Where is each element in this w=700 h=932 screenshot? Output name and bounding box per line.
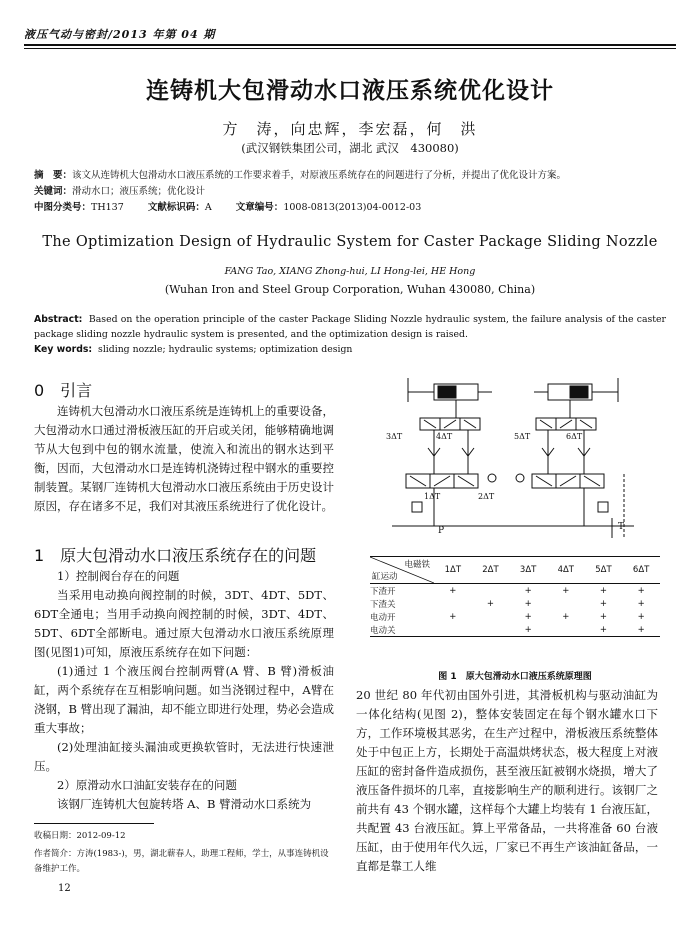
table-cell [434,623,472,637]
english-keywords-label: Key words: [34,344,93,355]
check-valves-icon [428,448,590,456]
english-authors: FANG Tao, XIANG Zhong-hui, LI Hong-lei, HE Hong [224,266,476,277]
label-p: P [438,526,445,536]
table-cell: + [449,611,457,622]
abstract-cn [34,168,664,184]
col-header: 1ΔT [434,557,472,584]
table-cell: + [599,598,608,609]
col-header: 2ΔT [472,557,510,584]
article-no-value: 1008-0813(2013)04-0012-03 [283,202,422,213]
corner-bottom: 缸运动 [372,572,398,582]
col-header: 5ΔT [585,557,623,584]
english-abstract [34,312,666,357]
table-header-row [370,557,660,584]
header-rule [24,44,676,46]
label-6dt: 6ΔT [566,432,583,441]
hydraulic-schematic [372,378,652,538]
section-1-para-3: (2)处理油缸接头漏油或更换软管时，无法进行快速泄压。 [34,740,334,773]
table-cell: + [637,598,645,609]
row-label: 电动开 [370,612,396,623]
row-label: 下渣开 [370,586,396,597]
table-row [370,623,660,637]
valve-1-2-icon [406,474,604,488]
english-abstract-label: Abstract: [34,314,83,325]
cylinder-b-icon [534,378,618,402]
col-header: 3ΔT [509,557,547,584]
figure-caption: 图 1 原大包滑动水口液压系统原理图 [438,672,592,682]
table-cell [434,597,472,610]
label-5dt: 5ΔT [514,432,531,441]
clc-label: 中图分类号： [34,202,92,213]
section-0-heading: 0 引言 [34,381,93,400]
solenoid-table [370,556,660,637]
table-cell: + [486,598,495,609]
abstract-cn-text: 该文从连铸机大包滑动水口液压系统的工作要求着手，对原液压系统存在的问题进行了分析，并提出了优化设计方案。 [72,170,567,181]
classification [34,200,664,216]
authors: 方 涛，向忠辉，李宏磊，何 洪 [222,120,478,138]
paper-title: 连铸机大包滑动水口液压系统优化设计 [146,78,554,104]
table-cell: + [599,585,608,596]
keywords-cn-text: 滑动水口；液压系统；优化设计 [72,186,206,197]
table-cell [472,610,510,623]
cylinder-a-icon [408,378,492,402]
subsection-1-heading: 1）控制阀台存在的问题 [57,569,180,583]
english-title: The Optimization Design of Hydraulic System for Caster Package Sliding Nozzle [42,234,658,250]
article-no-label: 文章编号： [235,202,284,213]
col-header: 6ΔT [622,557,660,584]
subsection-2-heading: 2）原滑动水口油缸安装存在的问题 [57,778,237,792]
col-header: 4ΔT [547,557,585,584]
received-date: 收稿日期：2012-09-12 [34,831,126,841]
table-cell: + [449,585,457,596]
section-1-para-1: 当采用电动换向阀控制的时候，3DT、4DT、5DT、6DT全通电；当用手动换向阀控制的时候，3DT、4DT、5DT、6DT全部断电。通过原大包滑动水口液压系统原理图(见图1)可知，原液压系统存在如下问题： [34,588,334,659]
page-number: 12 [58,883,71,894]
journal-header: 液压气动与密封/2013 年第 04 期 [24,28,216,41]
valve-3-4-icon [420,418,480,430]
section-0-paragraph: 连铸机大包滑动水口液压系统是连铸机上的重要设备，大包滑动水口通过滑板液压缸的开启或关闭，能够精确地调节从大包到中包的钢水流量，使流入和流出的钢水达到平衡，因而，大包滑动水口是连铸机浇铸过程中钢水的重要控制装置。某钢厂连铸机大包滑动水口液压系统由于历史设计原因，存在诸多不足，我们对其液压系统进行了优化设计。 [34,404,334,513]
label-t: T [618,522,625,532]
table-cell: + [524,611,532,622]
corner-top: 电磁铁 [404,560,430,570]
table-cell: + [524,585,532,596]
keywords-cn [34,184,664,200]
label-1dt: 1ΔT [424,492,441,501]
doc-code-value: A [204,202,212,213]
table-cell: + [524,598,532,609]
table-corner [370,557,434,584]
english-keywords-text: sliding nozzle; hydraulic systems; optimization design [98,344,353,355]
label-4dt: 4ΔT [436,432,453,441]
section-1-para-4: 该钢厂连铸机大包旋转塔 A、B 臂滑动水口系统为 [57,797,312,811]
table-cell: + [562,585,570,596]
table-row [370,597,660,610]
table-cell [547,623,585,637]
clc-value: TH137 [91,202,124,213]
label-2dt: 2ΔT [478,492,495,501]
table-cell: + [562,611,570,622]
keywords-cn-label: 关键词： [34,186,73,197]
table-cell: + [599,611,608,622]
abstract-cn-label: 摘 要： [34,170,73,181]
table-cell: + [524,624,532,635]
author-intro: 作者简介：方涛(1983-)，男，湖北蕲春人，助理工程师，学士，从事连铸机设备维护工作。 [34,849,329,874]
section-1-heading: 1 原大包滑动水口液压系统存在的问题 [34,546,317,565]
header-rule-thin [24,48,676,49]
row-label: 下渣关 [370,599,396,610]
table-cell [472,584,510,598]
english-affiliation: (Wuhan Iron and Steel Group Corporation, Wuhan 430080, China) [164,283,536,296]
row-label: 电动关 [370,625,396,636]
table-cell: + [637,585,645,596]
table-cell: + [637,611,645,622]
valve-5-6-icon [536,418,596,430]
english-abstract-text: Based on the operation principle of the caster Package Sliding Nozzle hydraulic system, the failure analysis of the caster package sliding nozzle hydraulic system is presented, and the optimization design is raised. [34,314,666,340]
table-cell [547,597,585,610]
affiliation: (武汉钢铁集团公司，湖北 武汉 430080) [241,141,459,155]
section-1-para-2: (1)通过 1 个液压阀台控制两臂(A 臂、B 臂)滑板油缸，两个系统存在互相影响问题。如当浇钢过程中，A臂在浇钢，B 臂出现了漏油，却不能立即进行处理，势必会造成重大事故； [34,664,334,735]
footnote-rule [34,823,154,824]
table-row [370,610,660,623]
right-column-text: 20 世纪 80 年代初由国外引进，其滑板机构与驱动油缸为一体化结构(见图 2)，整体安装固定在每个钢水罐水口下方，工作环境极其恶劣，在生产过程中，滑板液压系统整体处于中包正上方，长期处于高温烘烤状态，极大程度上对液压缸的密封备件造成损伤，甚至液压缸被钢水烧损，增大了液压备件损坏的几率，直接影响生产的顺利进行。该钢厂之前共有 43 个钢水罐，这样每个大罐上均装有 1 台液压缸，共配置 43 台液压缸。算上平常备品，一共将准备 60 台液压缸，由于使用年代久远，厂家已不再生产该油缸备品，一直都是靠工人维 [356,688,658,873]
doc-code-label: 文献标识码： [147,202,205,213]
label-3dt: 3ΔT [386,432,403,441]
table-cell [472,623,510,637]
table-cell: + [637,624,645,635]
table-cell: + [599,624,608,635]
table-row [370,584,660,598]
